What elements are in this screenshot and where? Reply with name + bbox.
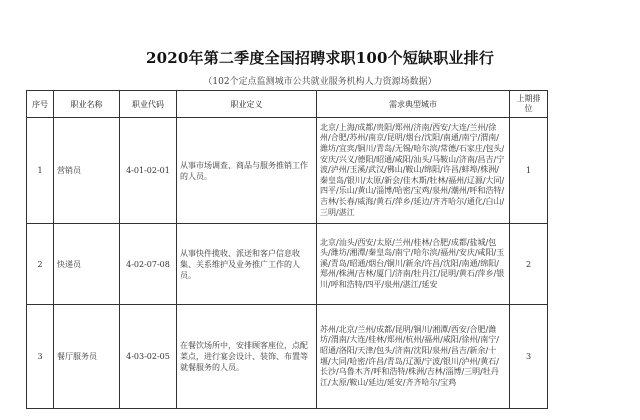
shortage-occupation-table — [26, 90, 548, 409]
row-occupation-name: 快递员 — [54, 224, 120, 305]
row-occupation-name: 营销员 — [54, 118, 120, 224]
row-previous-rank: 1 — [510, 118, 548, 224]
row-previous-rank: 3 — [510, 305, 548, 409]
header-occupation-code: 职业代码 — [120, 91, 177, 118]
row-typical-cities: 北京/上海/成都/贵阳/郑州/济南/西安/大连/兰州/徐州/合肥/苏州/南京/昆明/烟台/沈阳/南通/南宁/渭南/潍坊/宜宾/铜川/青岛/无锡/哈尔滨/常德/石家庄/包头/安庆/兴义/德阳/昭通/咸阳/汕头/马鞍山/济南/昌吉/宁波/泸州/玉溪/武汉/佛山/鞍山/绵阳/许昌/蚌埠/株洲/秦皇岛/银川/太原/新会/佳木斯/牡林/福州/辽源/大同/四平/乐山/黄山/淄博/哈密/宝鸡/泉州/潮州/呼和浩特/吉林/长春/威海/黄石/萍乡/延边/齐齐哈尔/通化/白山/三明/湛江 — [317, 118, 510, 224]
row-occupation-code: 4-02-07-08 — [120, 224, 177, 305]
row-occupation-name: 餐厅服务员 — [54, 305, 120, 409]
row-occupation-definition: 从事市场调查、商品与服务推销工作的人员。 — [177, 118, 317, 224]
row-index: 3 — [27, 305, 54, 409]
header-index: 序号 — [27, 91, 54, 118]
row-typical-cities: 苏州/北京/兰州/成都/昆明/铜川/湘潭/西安/合肥/潍坊/渭南/大连/桂林/郑州/杭州/福州/咸阳/徐州/南宁/昭通/洛阳/天津/包头/济南/沈阳/泉州/昌吉/新余/十堰/大同/哈密/许昌/青岛/辽源/宁波/银川/泸州/黄石/长沙/乌鲁木齐/呼和浩特/株洲/吉林/淄博/三明/牡丹江/太原/鞍山/延边/延安/齐齐哈尔/宝鸡 — [317, 305, 510, 409]
document-title: 2020年第二季度全国招聘求职100个短缺职业排行 — [145, 49, 495, 67]
table-header-row — [27, 91, 548, 118]
document-subtitle: （102个定点监测城市公共就业服务机构人力资源场数据） — [203, 77, 437, 87]
header-occupation-name: 职业名称 — [54, 91, 120, 118]
row-index: 2 — [27, 224, 54, 305]
row-occupation-code: 4-01-02-01 — [120, 118, 177, 224]
header-typical-cities: 需求典型城市 — [317, 91, 510, 118]
row-occupation-code: 4-03-02-05 — [120, 305, 177, 409]
row-occupation-definition: 从事快件揽收、派送和客户信息收集、关系维护及业务推广工作的人员。 — [177, 224, 317, 305]
row-index: 1 — [27, 118, 54, 224]
table-row — [27, 224, 548, 305]
table-row — [27, 118, 548, 224]
row-occupation-definition: 在餐饮场所中，安排顾客座位，点配菜点，进行宴会设计、装饰、布置等就餐服务的人员。 — [177, 305, 317, 409]
row-previous-rank: 2 — [510, 224, 548, 305]
header-occupation-definition: 职业定义 — [177, 91, 317, 118]
table-row — [27, 305, 548, 409]
header-previous-rank: 上期排位 — [510, 91, 548, 118]
row-typical-cities: 北京/汕头/西安/太原/兰州/桂林/合肥/成都/盐城/包头/潍坊/湘潭/秦皇岛/南宁/哈尔滨/福州/安庆/咸阳/玉溪/青岛/昭通/烟台/铜川/新余/许昌/沈阳/南通/绵阳/郑州/株洲/吉林/厦门/济南/牡丹江/昆明/黄石/萍乡/银川/呼和浩特/四平/泉州/湛江/延安 — [317, 224, 510, 305]
